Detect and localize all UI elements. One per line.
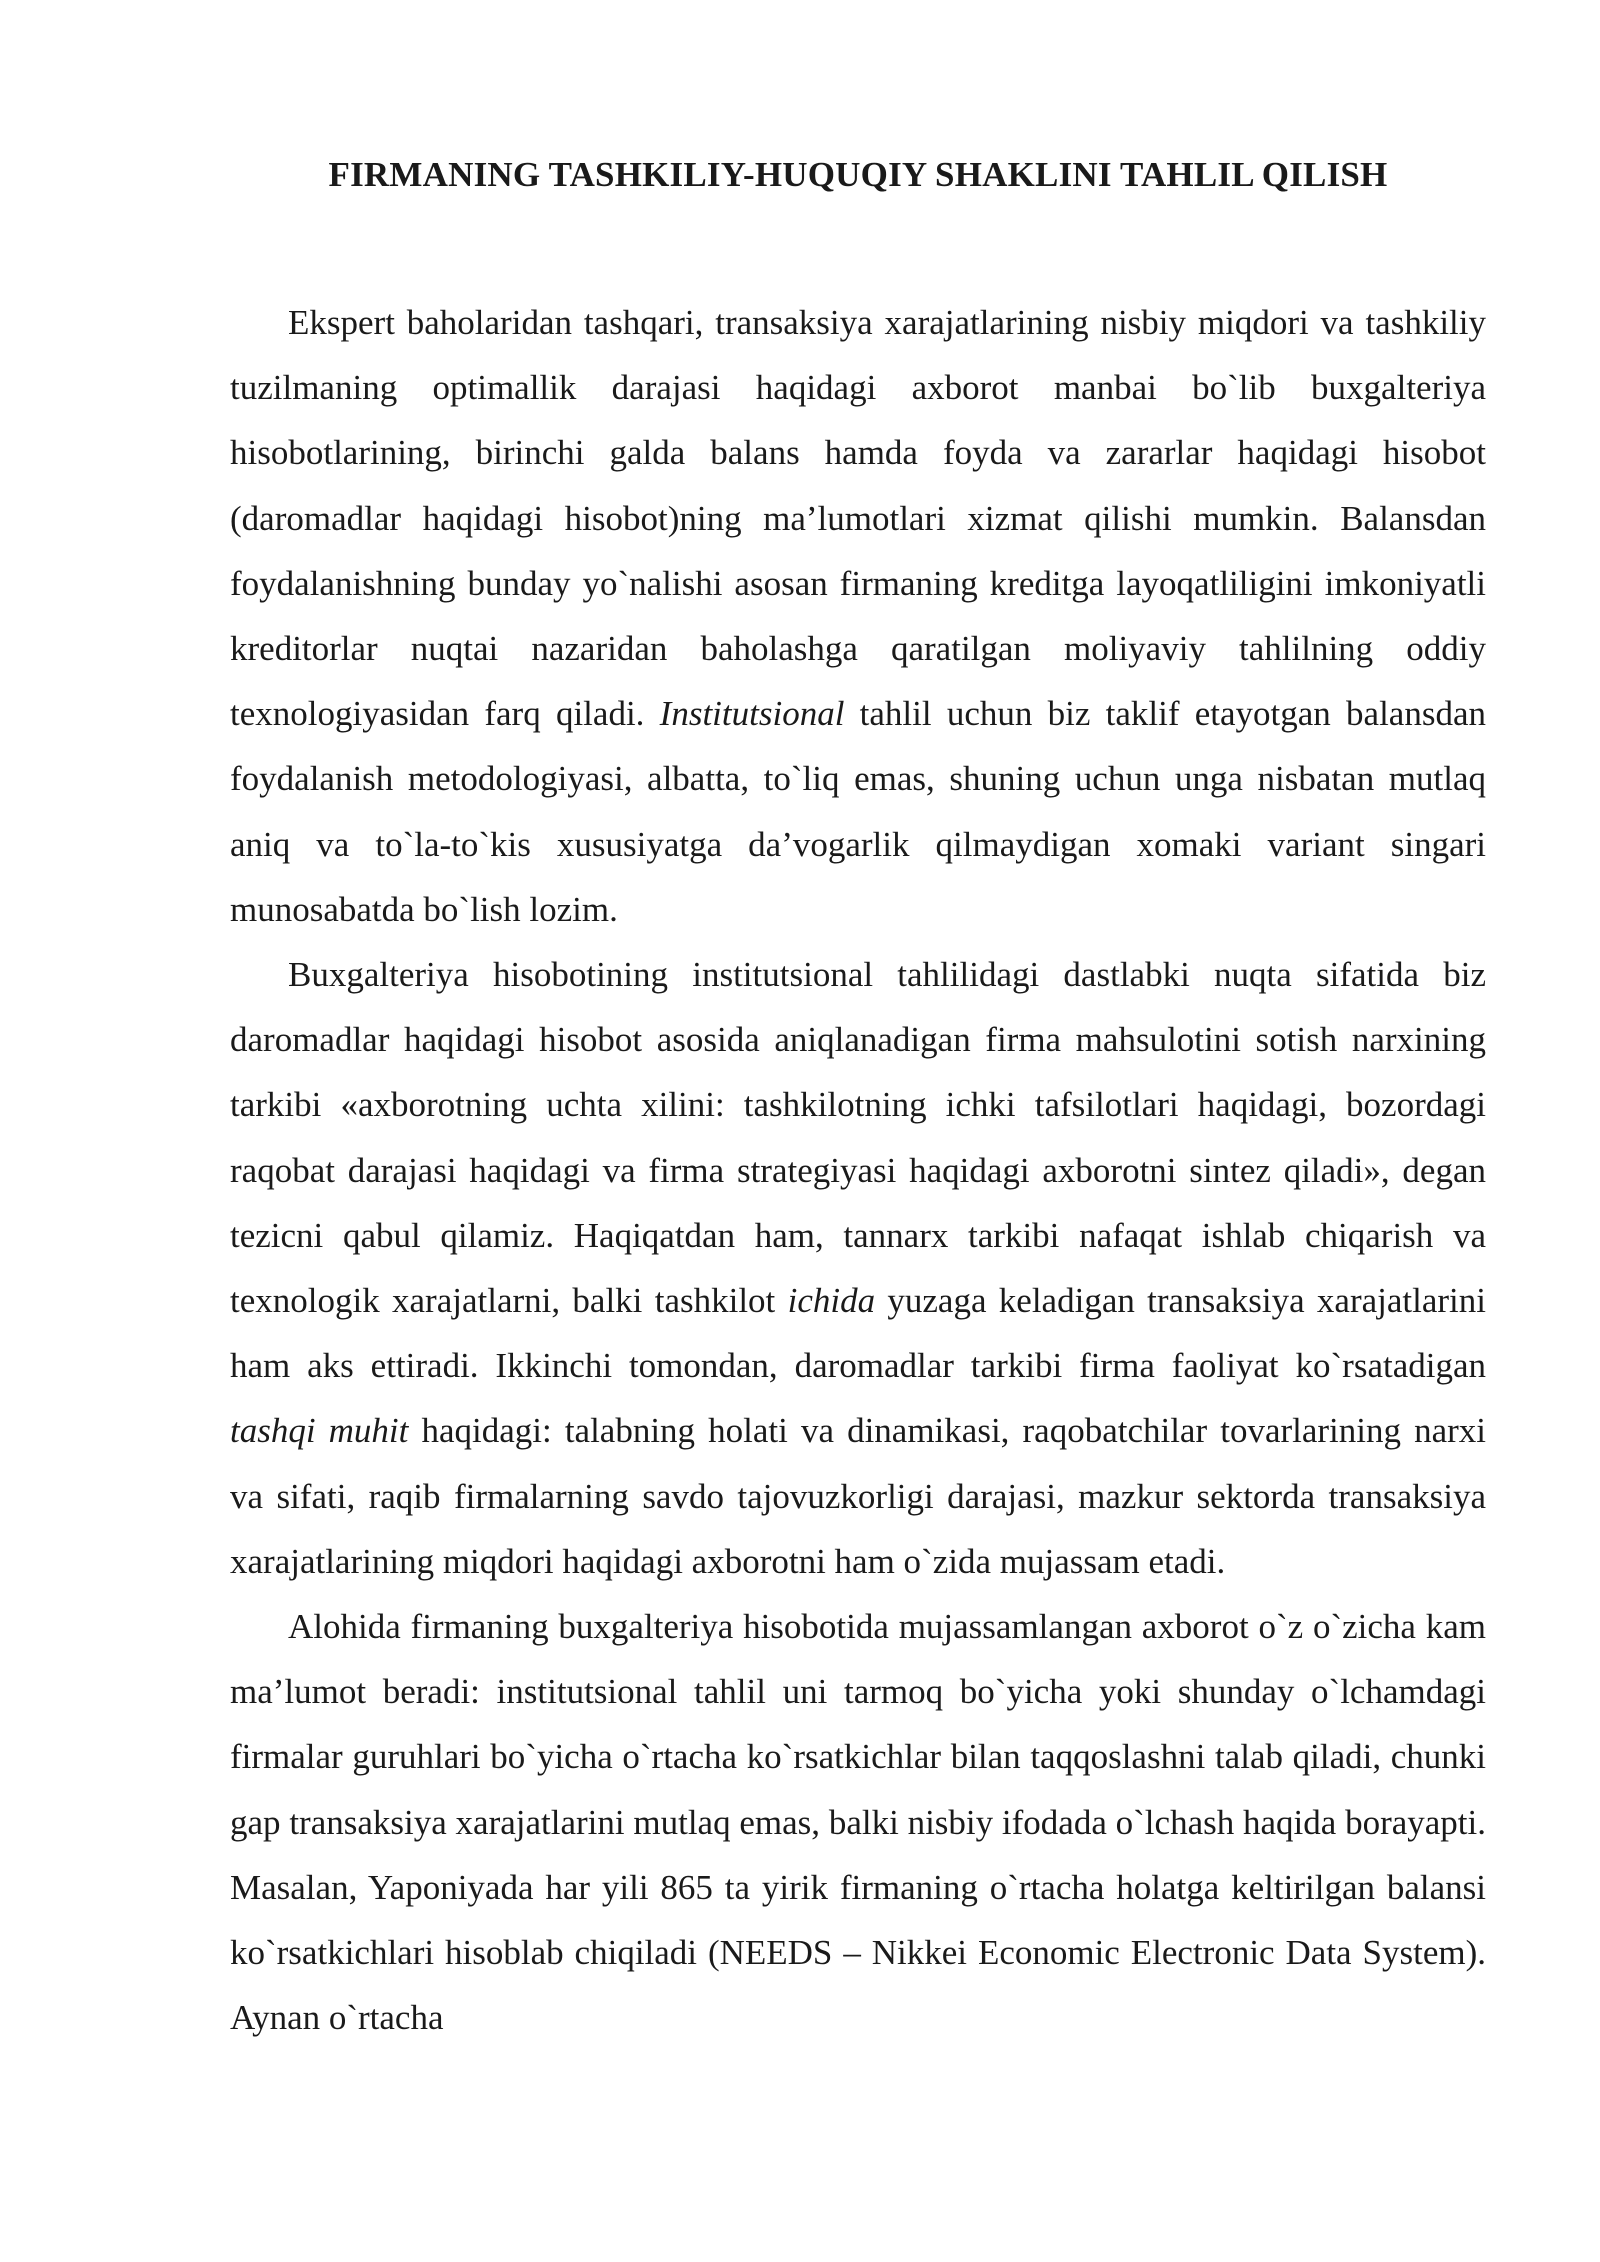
paragraph-2-text-2: yuzaga keladigan transaksiya xarajatlarini ham aks ettiradi. Ikkinchi tomondan, daromadlar tarkibi firma faoliyat ko`rsatadigan <box>230 1281 1486 1386</box>
paragraph-3-text-1: Alohida firmaning buxgalteriya hisobotida mujassamlangan axborot o`z o`zicha kam ma’lumot beradi: institutsional tahlil uni tarmoq bo`yicha yoki shunday o`lchamdagi firmalar guruhlari bo`yicha o`rtacha ko`rsatkichlar bilan taqqoslashni talab qiladi, chunki gap transaksiya xarajatlarini mutlaq emas, balki nisbiy ifodada o`lchash haqida borayapti. Masalan, Yaponiyada har yili 865 ta yirik firmaning o`rtacha holatga keltirilgan balansi ko`rsatkichlari hisoblab chiqiladi (NEEDS – Nikkei Economic Electronic Data System). Aynan o`rtacha <box>230 1607 1486 2038</box>
document-page <box>230 0 1486 2050</box>
paragraph-2-text-3: haqidagi: talabning holati va dinamikasi, raqobatchilar tovarlarining narxi va sifati, raqib firmalarning savdo tajovuzkorligi darajasi, mazkur sektorda transaksiya xarajatlarining miqdori haqidagi axborotni ham o`zida mujassam etadi. <box>230 1411 1487 1581</box>
page-title: FIRMANING TASHKILIY-HUQUQIY SHAKLINI TAHLIL QILISH <box>328 155 1388 194</box>
paragraph-1-text-2: tahlil uchun biz taklif etayotgan balansdan foydalanish metodologiyasi, albatta, to`liq emas, shuning uchun unga nisbatan mutlaq aniq va to`la-to`kis xususiyatga da’vogarlik qilmaydigan xomaki variant singari munosabatda bo`lish lozim. <box>230 694 1486 929</box>
paragraph-2-text-1: Buxgalteriya hisobotining institutsional tahlilidagi dastlabki nuqta sifatida biz daromadlar haqidagi hisobot asosida aniqlanadigan firma mahsulotini sotish narxining tarkibi «axborotning uchta xilini: tashkilotning ichki tafsilotlari haqidagi, bozordagi raqobat darajasi haqidagi va firma strategiyasi haqidagi axborotni sintez qiladi», degan tezicni qabul qilamiz. Haqiqatdan ham, tannarx tarkibi nafaqat ishlab chiqarish va texnologik xarajatlarni, balki tashkilot <box>230 955 1486 1321</box>
paragraph-1 <box>230 290 1486 942</box>
paragraph-2 <box>230 942 1486 1594</box>
paragraph-1-italic-institutsional: Institutsional <box>659 694 845 734</box>
paragraph-2-italic-tashqi-muhit: tashqi muhit <box>230 1411 409 1451</box>
paragraph-3 <box>230 1594 1486 2050</box>
paragraph-1-text-1: Ekspert baholaridan tashqari, transaksiya xarajatlarining nisbiy miqdori va tashkiliy tuzilmaning optimallik darajasi haqidagi axborot manbai bo`lib buxgalteriya hisobotlarining, birinchi galda balans hamda foyda va zararlar haqidagi hisobot (daromadlar haqidagi hisobot)ning ma’lumotlari xizmat qilishi mumkin. Balansdan foydalanishning bunday yo`nalishi asosan firmaning kreditga layoqatliligini imkoniyatli kreditorlar nuqtai nazaridan baholashga qaratilgan moliyaviy tahlilning oddiy texnologiyasidan farq qiladi. <box>230 303 1486 734</box>
paragraph-2-italic-ichida: ichida <box>787 1281 876 1321</box>
